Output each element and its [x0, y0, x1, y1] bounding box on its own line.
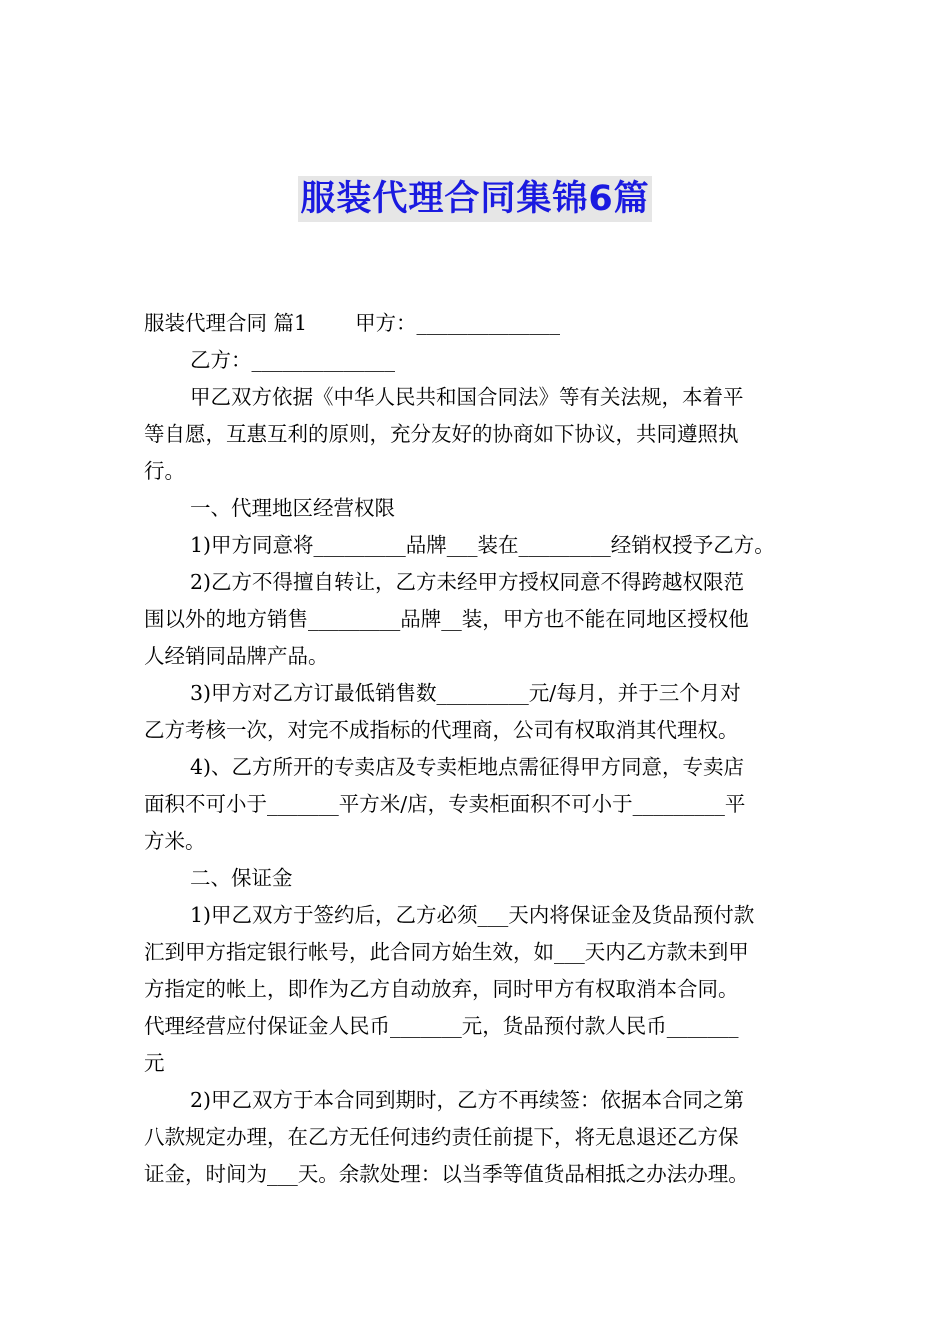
paragraph-line: 一、代理地区经营权限 [190, 496, 395, 520]
paragraph-line: 4)、乙方所开的专卖店及专卖柜地点需征得甲方同意，专卖店 [190, 755, 745, 779]
section-heading: 服装代理合同 篇1 [144, 311, 308, 335]
party-a-field: 甲方：______________ [355, 311, 561, 335]
paragraph-line: 1)甲方同意将_________品牌___装在_________经销权授予乙方。 [190, 533, 775, 557]
paragraph-line: 方米。 [144, 829, 206, 853]
paragraph-line: 方指定的帐上，即作为乙方自动放弃，同时甲方有权取消本合同。 [144, 977, 739, 1001]
title-container [0, 176, 950, 222]
paragraph-line: 汇到甲方指定银行帐号，此合同方始生效，如___天内乙方款未到甲 [144, 940, 749, 964]
paragraph-line: 证金，时间为___天。余款处理：以当季等值货品相抵之办法办理。 [144, 1162, 749, 1186]
paragraph-line: 围以外的地方销售_________品牌__装，甲方也不能在同地区授权他 [144, 607, 749, 631]
paragraph-line: 甲乙双方依据《中华人民共和国合同法》等有关法规，本着平 [190, 385, 744, 409]
paragraph-line: 元 [144, 1051, 165, 1075]
paragraph-line: 代理经营应付保证金人民币_______元，货品预付款人民币_______ [144, 1014, 739, 1038]
paragraph-line: 乙方考核一次，对完不成指标的代理商，公司有权取消其代理权。 [144, 718, 739, 742]
paragraph-line [144, 305, 808, 342]
paragraph-line: 等自愿，互惠互利的原则，充分友好的协商如下协议，共同遵照执 [144, 422, 739, 446]
paragraph-line: 1)甲乙双方于签约后，乙方必须___天内将保证金及货品预付款 [190, 903, 755, 927]
paragraph-line: 2)乙方不得擅自转让，乙方未经甲方授权同意不得跨越权限范 [190, 570, 745, 594]
document-title: 服装代理合同集锦6篇 [298, 176, 651, 222]
paragraph-line: 行。 [144, 459, 185, 483]
paragraph-line: 乙方：______________ [190, 348, 395, 372]
paragraph-line: 八款规定办理，在乙方无任何违约责任前提下，将无息退还乙方保 [144, 1125, 739, 1149]
paragraph-line: 面积不可小于_______平方米/店，专卖柜面积不可小于_________平 [144, 792, 746, 816]
paragraph-line: 3)甲方对乙方订最低销售数_________元/每月，并于三个月对 [190, 681, 741, 705]
document-body [144, 305, 808, 1193]
paragraph-line: 2)甲乙双方于本合同到期时，乙方不再续签：依据本合同之第 [190, 1088, 745, 1112]
paragraph-line: 人经销同品牌产品。 [144, 644, 329, 668]
paragraph-line: 二、保证金 [190, 866, 293, 890]
